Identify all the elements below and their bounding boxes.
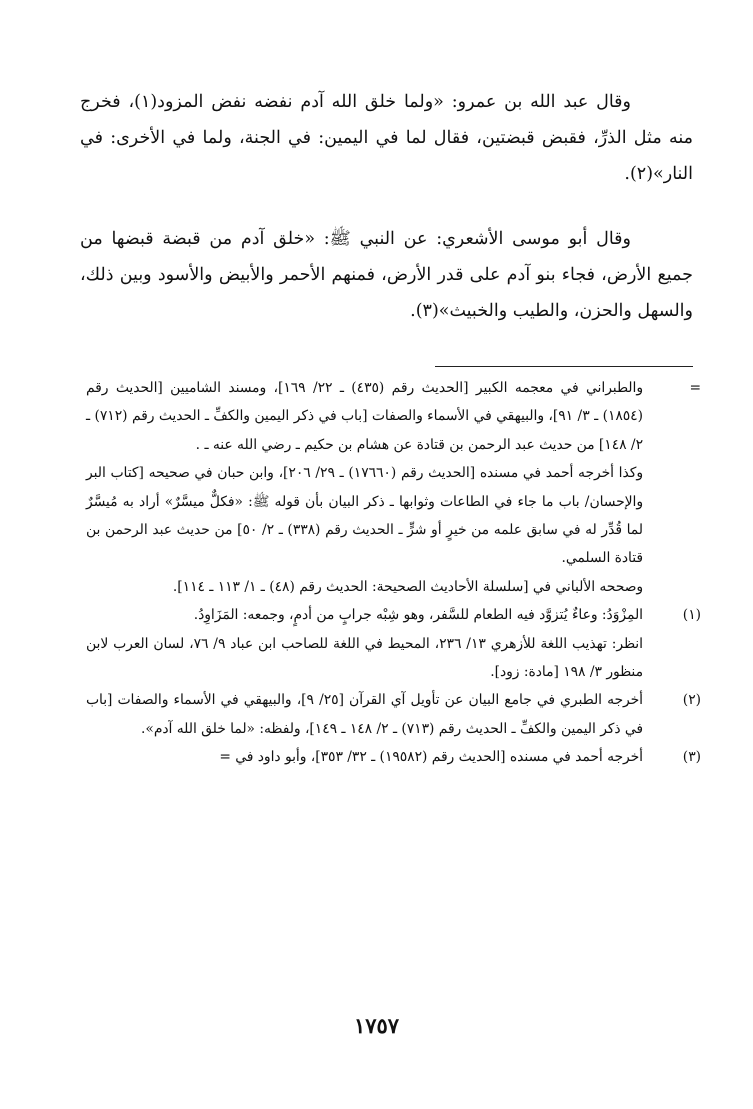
- footnote-number: (١): [682, 607, 701, 624]
- footnote-paragraph: المِزْوَدُ: وعاءٌ يُتزوَّد فيه الطعام للسَّفر، وهو شِبْه جرابٍ من أدمٍ، وجمعه: المَزَاوِدُ.: [193, 607, 643, 624]
- main-text: [80, 84, 693, 358]
- footnote-paragraph: انظر: تهذيب اللغة للأزهري ١٣/ ٢٣٦، المحيط في اللغة للصاحب ابن عباد ٩/ ٧٦، لسان العرب لابن منظور ٣/ ١٩٨ [مادة: زود].: [86, 635, 643, 681]
- continuation-marker: =: [689, 380, 701, 396]
- paragraph-abdullah-ibn-amr: وقال عبد الله بن عمرو: «ولما خلق الله آدم نفضه نفض المزود(١)، فخرج منه مثل الذرِّ، فقبض قبضتين، فقال لما في اليمين: في الجنة، ولما في الأخرى: في النار»(٢).: [80, 92, 693, 184]
- footnote-3: [86, 743, 701, 771]
- footnote-continuation-paragraph: والطبراني في معجمه الكبير [الحديث رقم (٤٣٥) ـ ٢٢/ ١٦٩]، ومسند الشاميين [الحديث رقم (١٨٥٤) ـ ٣/ ٩١]، والبيهقي في الأسماء والصفات [باب في ذكر اليمين والكفِّ ـ الحديث رقم (٧١٢) ـ ٢/ ١٤٨] من حديث عبد الرحمن بن قتادة عن هشام بن حكيم ـ رضي الله عنه ـ .: [86, 380, 643, 453]
- paragraph-abu-musa: وقال أبو موسى الأشعري: عن النبي ﷺ: «خلق آدم من قبضة قبضها من جميع الأرض، فجاء بنو آدم على قدر الأرض، فمنهم الأحمر والأبيض والأسود وبين ذلك، والسهل والحزن، والطيب والخبيث»(٣).: [80, 229, 693, 321]
- footnote-2: [86, 686, 701, 743]
- footnote-paragraph: أخرجه أحمد في مسنده [الحديث رقم (١٩٥٨٢) ـ ٣٢/ ٣٥٣]، وأبو داود في =: [219, 749, 643, 766]
- footnote-number: (٢): [682, 692, 701, 709]
- footnote-continuation-paragraph: وكذا أخرجه أحمد في مسنده [الحديث رقم (١٧٦٦٠) ـ ٢٩/ ٢٠٦]، وابن حبان في صحيحه [كتاب البر والإحسان/ باب ما جاء في الطاعات وثوابها ـ ذكر البيان بأن قوله ﷺ: «فكلٌّ ميسَّرٌ» أراد به مُيسَّرٌ لما قُدِّر له في سابق علمه من خيرٍ أو شرٍّ ـ الحديث رقم (٣٣٨) ـ ٢/ ٥٠] من حديث عبد الرحمن بن قتادة السلمي.: [86, 465, 643, 567]
- footnote-paragraph: أخرجه الطبري في جامع البيان عن تأويل آي القرآن [٢٥/ ٩]، والبيهقي في الأسماء والصفات [باب في ذكر اليمين والكفِّ ـ الحديث رقم (٧١٣) ـ ٢/ ١٤٨ ـ ١٤٩]، ولفظه: «لما خلق الله آدم».: [86, 692, 643, 737]
- footnote-number: (٣): [682, 749, 701, 766]
- footnotes: [86, 374, 701, 772]
- footnote-continuation-paragraph: وصححه الألباني في [سلسلة الأحاديث الصحيحة: الحديث رقم (٤٨) ـ ١/ ١١٣ ـ ١١٤].: [172, 578, 643, 595]
- footnote-separator: [435, 366, 693, 367]
- page-number: ١٧٥٧: [353, 1013, 400, 1038]
- footnote-continuation: [86, 374, 701, 601]
- footnote-1: [86, 601, 701, 686]
